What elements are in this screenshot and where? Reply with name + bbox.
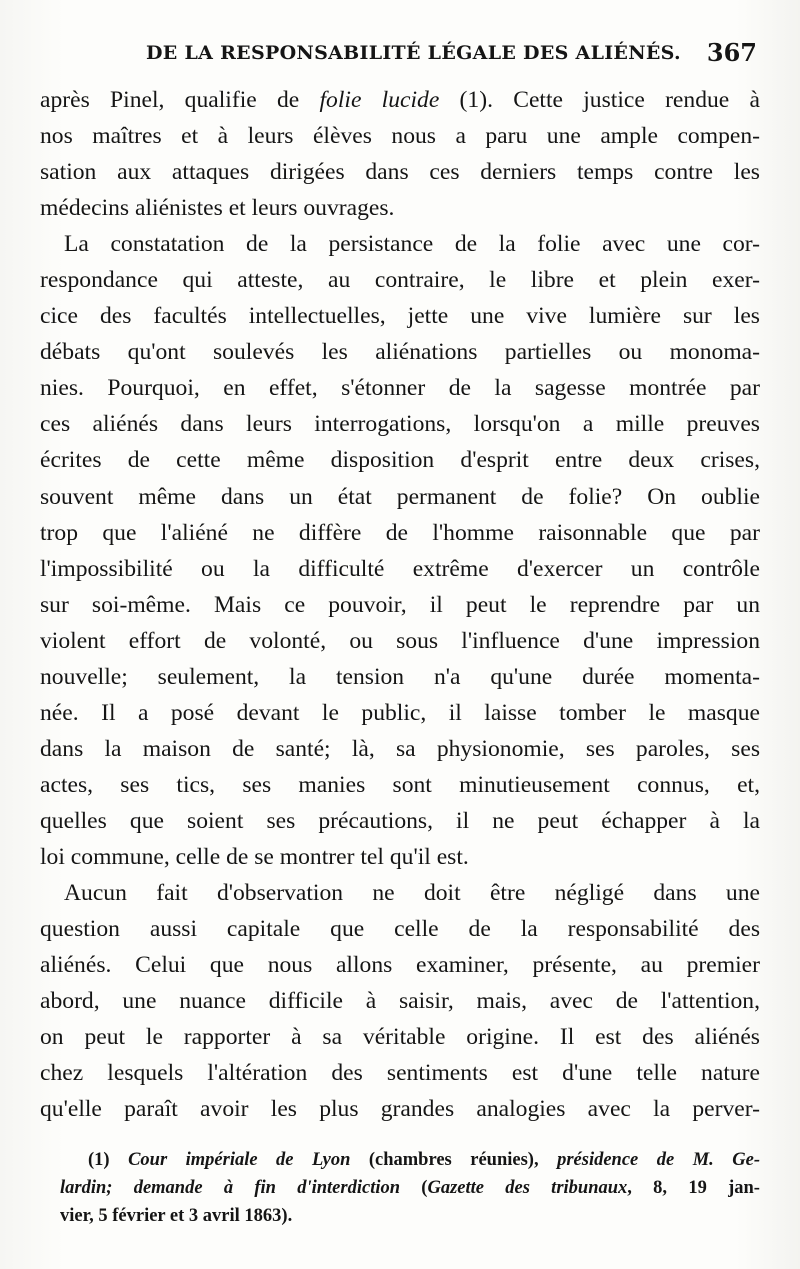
text-line: violent effort de volonté, ou sous l'influence d'une impression bbox=[40, 627, 760, 654]
text-line: question aussi capitale que celle de la responsabilité des bbox=[40, 916, 760, 943]
text-line: sur soi-même. Mais ce pouvoir, il peut le reprendre par un bbox=[40, 591, 760, 618]
text-line: après Pinel, qualifie de folie lucide (1). Cette justice rendue à bbox=[40, 87, 760, 113]
text-line: chez lesquels l'altération des sentiments est d'une telle nature bbox=[40, 1060, 760, 1087]
text-line: l'impossibilité ou la difficulté extrême d'exercer un contrôle bbox=[40, 555, 760, 582]
footnote bbox=[60, 1146, 760, 1230]
page-number: 367 bbox=[706, 38, 757, 67]
text-line: loi commune, celle de se montrer tel qu'il est. bbox=[40, 843, 469, 870]
text-line: respondance qui atteste, au contraire, le libre et plein exer- bbox=[40, 267, 760, 294]
footnote-line: vier, 5 février et 3 avril 1863). bbox=[60, 1206, 293, 1226]
text-line: sation aux attaques dirigées dans ces derniers temps contre les bbox=[40, 159, 760, 186]
text-line: actes, ses tics, ses manies sont minutieusement connus, et, bbox=[40, 771, 760, 798]
text-line: débats qu'ont soulevés les aliénations partielles ou monoma- bbox=[40, 339, 760, 366]
text-line: quelles que soient ses précautions, il ne peut échapper à la bbox=[40, 807, 760, 834]
text-line: qu'elle paraît avoir les plus grandes analogies avec la perver- bbox=[40, 1096, 760, 1123]
footnote-line: (1) Cour impériale de Lyon (chambres réunies), présidence de M. Ge- bbox=[88, 1150, 760, 1170]
text-line: La constatation de la persistance de la folie avec une cor- bbox=[64, 231, 760, 258]
running-head bbox=[60, 36, 765, 76]
running-title: DE LA RESPONSABILITÉ LÉGALE DES ALIÉNÉS. bbox=[146, 42, 681, 64]
italic-term: folie lucide bbox=[319, 87, 440, 113]
text-line: abord, une nuance difficile à saisir, mais, avec de l'attention, bbox=[40, 988, 760, 1015]
text-line: médecins aliénistes et leurs ouvrages. bbox=[40, 195, 395, 222]
footnote-line: lardin; demande à fin d'interdiction (Gazette des tribunaux, 8, 19 jan- bbox=[60, 1178, 760, 1198]
text-line: trop que l'aliéné ne diffère de l'homme raisonnable que par bbox=[40, 519, 760, 546]
text-line: dans la maison de santé; là, sa physionomie, ses paroles, ses bbox=[40, 735, 760, 762]
text-line: nouvelle; seulement, la tension n'a qu'une durée momenta- bbox=[40, 663, 760, 690]
text-line: aliénés. Celui que nous allons examiner, présente, au premier bbox=[40, 952, 760, 979]
text-line: nos maîtres et à leurs élèves nous a paru une ample compen- bbox=[40, 123, 760, 150]
body-text bbox=[40, 82, 760, 1127]
text-line: née. Il a posé devant le public, il laisse tomber le masque bbox=[40, 699, 760, 726]
text-line: ces aliénés dans leurs interrogations, lorsqu'on a mille preuves bbox=[40, 411, 760, 438]
text-line: nies. Pourquoi, en effet, s'étonner de la sagesse montrée par bbox=[40, 375, 760, 402]
text-line: on peut le rapporter à sa véritable origine. Il est des aliénés bbox=[40, 1024, 760, 1051]
text-line: souvent même dans un état permanent de folie? On oublie bbox=[40, 483, 760, 510]
text-line: écrites de cette même disposition d'esprit entre deux crises, bbox=[40, 447, 760, 474]
text-line: Aucun fait d'observation ne doit être négligé dans une bbox=[64, 880, 760, 907]
text-line: cice des facultés intellectuelles, jette une vive lumière sur les bbox=[40, 303, 760, 330]
